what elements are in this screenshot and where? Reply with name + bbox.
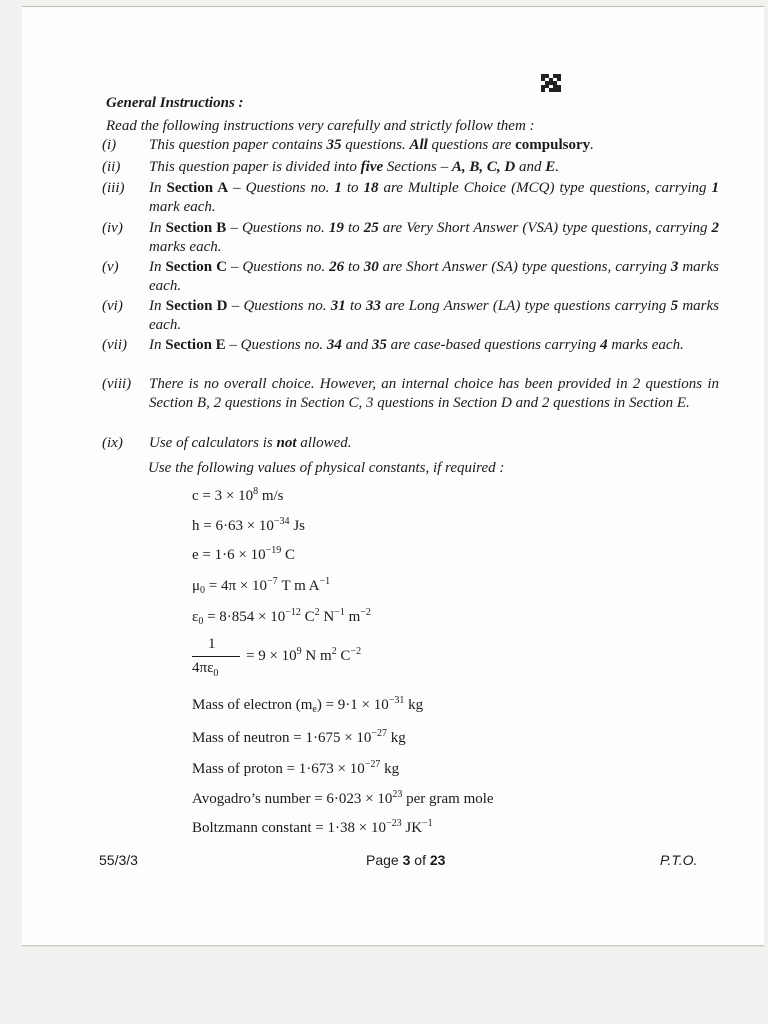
- instruction-text: In Section C – Questions no. 26 to 30 are Short Answer (SA) type questions, carrying 3 marks each.: [149, 259, 719, 294]
- constant-planck: $h = 6\cdot 63 \times 10^{-34}$ Js: [192, 516, 305, 534]
- constant-proton-mass: Mass of proton = $1\cdot 673 \times 10^{-27}$ kg: [192, 759, 400, 777]
- instruction-text: In Section D – Questions no. 31 to 33 are Long Answer (LA) type questions carrying 5 marks each.: [149, 298, 720, 333]
- page-number: Page 3 of 23: [366, 852, 446, 868]
- instruction-number: (v): [102, 259, 119, 275]
- instruction-number: (vi): [102, 298, 123, 314]
- constant-electron-charge: $e = 1\cdot 6 \times 10^{-19}$ C: [192, 545, 295, 563]
- fraction-numerator: 1: [208, 636, 216, 652]
- please-turn-over: P.T.O.: [660, 852, 698, 868]
- instructions-intro: Read the following instructions very carefully and strictly follow them :: [106, 118, 535, 134]
- instruction-number: (iii): [102, 180, 125, 196]
- instruction-text: In Section E – Questions no. 34 and 35 are case-based questions carrying 4 marks each.: [149, 337, 684, 353]
- paper-code: 55/3/3: [99, 852, 138, 868]
- constant-electron-mass: Mass of electron $(m_e) = 9\cdot 1 \times 10^{-31}$ kg: [192, 695, 424, 715]
- instructions-heading: General Instructions :: [106, 95, 244, 111]
- instruction-text: Use of calculators is not allowed.: [149, 435, 352, 451]
- constant-boltzmann: Boltzmann constant = $1\cdot 38 \times 10^{-23}$ $JK^{-1}$: [192, 818, 433, 836]
- fraction-value: = $9 \times 10^9$ N $m^2$ $C^{-2}$: [246, 646, 362, 664]
- constant-permeability: $\mu_0 = 4\pi \times 10^{-7}$ T m $A^{-1}$: [192, 576, 331, 596]
- constant-speed-of-light: $c = 3 \times 10^8$ m/s: [192, 486, 284, 504]
- constant-avogadro: Avogadro’s number = $6\cdot 023 \times 10^{23}$ per gram mole: [192, 789, 494, 807]
- instruction-number: (iv): [102, 220, 123, 236]
- instruction-text: In Section A – Questions no. 1 to 18 are Multiple Choice (MCQ) type questions, carrying 1 mark each.: [149, 180, 719, 215]
- instruction-number: (viii): [102, 376, 132, 392]
- constant-neutron-mass: Mass of neutron = $1\cdot 675 \times 10^{-27}$ kg: [192, 728, 406, 746]
- constant-permittivity: $\varepsilon_0 = 8\cdot 854 \times 10^{-12}$ $C^2$ $N^{-1}$ $m^{-2}$: [192, 607, 371, 627]
- fraction-denominator: $4\pi\varepsilon_0$: [192, 660, 219, 679]
- instruction-text: There is no overall choice. However, an internal choice has been provided in 2 questions in Section B, 2 questions in Section C, 3 questions in Section D and 2 questions in Section E.: [149, 376, 719, 411]
- instruction-text: This question paper is divided into five Sections – A, B, C, D and E.: [149, 159, 560, 175]
- constants-intro: Use the following values of physical constants, if required :: [148, 460, 505, 476]
- instruction-number: (i): [102, 137, 117, 153]
- instruction-number: (ix): [102, 435, 123, 451]
- qr-code-icon: [541, 74, 561, 92]
- instruction-text: In Section B – Questions no. 19 to 25 are Very Short Answer (VSA) type questions, carrying 2 marks each.: [149, 220, 720, 255]
- instruction-number: (ii): [102, 159, 121, 175]
- instruction-number: (vii): [102, 337, 127, 353]
- fraction-bar: [192, 656, 240, 657]
- instruction-text: This question paper contains 35 questions. All questions are compulsory.: [149, 137, 594, 153]
